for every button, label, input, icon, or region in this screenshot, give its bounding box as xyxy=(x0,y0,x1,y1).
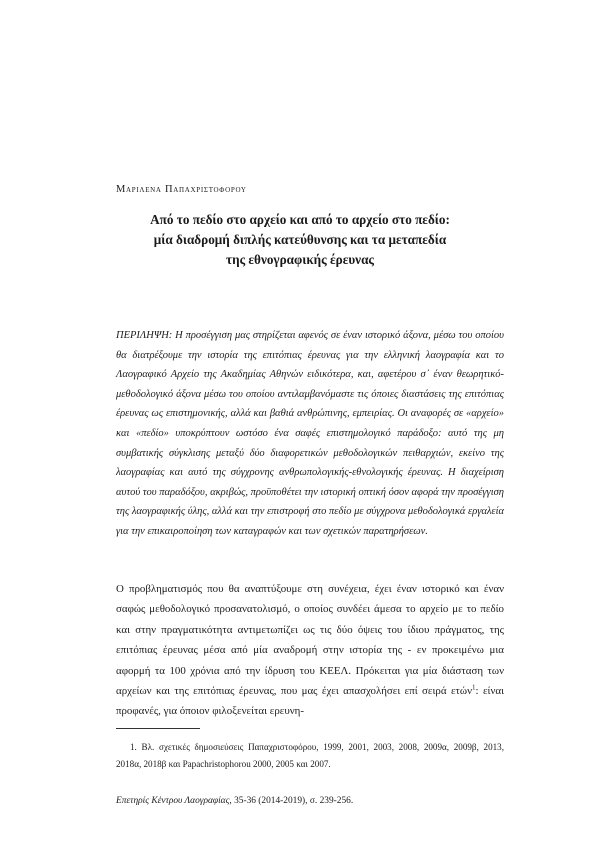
footnote-separator xyxy=(116,728,200,729)
abstract xyxy=(116,326,504,542)
journal-details: , 35-36 (2014-2019), σ. 239-256. xyxy=(229,796,354,806)
abstract-text: ΠΕΡΙΛΗΨΗ: Η προσέγγιση μας στηρίζεται αφενός σε έναν ιστορικό άξονα, μέσω του οποίου θα διατρέξουμε την ιστορία της επιτόπιας έρευνας για την ελληνική λαογραφία και το Λαογραφικό Αρχείο της Ακαδημίας Αθηνών ειδικότερα, και, αφετέρου σ᾽ έναν θεωρητικό-μεθοδολογικό άξονα μέσω του οποίου αντιλαμβανόμαστε τις όποιες διαστάσεις της επιτόπιας έρευνας ως επιστημονικής, αλλά και βαθιά ανθρώπινης, εμπειρίας. Οι αναφορές σε «αρχείο» και «πεδίο» υποκρύπτουν ωστόσο ένα σαφές επιστημολογικό παράδοξο: αυτό της μη συμβατικής σύγκλισης μεταξύ δύο διαφορετικών μεθοδολογικών πειθαρχιών, εκείνο της λαογραφίας και αυτό της σύγχρονης ανθρωπολογικής-εθνολογικής έρευνας. Η διαχείριση αυτού του παραδόξου, ακριβώς, προϋποθέτει την ιστορική οπτική όσον αφορά την προσέγγιση της λαογραφικής ύλης, αλλά και την επιστροφή στο πεδίο με σύγχρονα μεθοδολογικά εργαλεία για την επικαιροποίηση των καταγραφών και των σχετικών παρατηρήσεων. xyxy=(116,330,504,537)
footnote-reference[interactable]: 1 xyxy=(472,683,476,692)
body-paragraph-tail: : είναι προφανές, για όποιον φιλοξενείται ερευνη- xyxy=(116,685,505,718)
journal-name: Επετηρίς Κέντρου Λαογραφίας xyxy=(116,796,230,806)
article-title xyxy=(100,210,500,270)
body-text xyxy=(116,579,504,722)
footnote-text: 1. Βλ. σχετικές δημοσιεύσεις Παπαχριστοφόρου, 1999, 2001, 2003, 2008, 2009α, 2009β, 2013, 2018α, 2018β και Papachristophorou 2000, 2005 και 2007. xyxy=(116,742,504,769)
body-paragraph-text: Ο προβληματισμός που θα αναπτύξουμε στη συνέχεια, έχει έναν ιστορικό και έναν σαφώς μεθοδολογικό προσανατολισμό, ο οποίος συνδέει άμεσα το αρχείο με το πεδίο και στην πραγματικότητα αντιμετωπίζει ως τις δύο όψεις του ίδιου πράγματος, της επιτόπιας έρευνας μέσα από μία αναδρομή στην ιστορία της - εν προκειμένω μια αφορμή τα 100 χρόνια από την ίδρυση του ΚΕΕΛ. Πρόκειται για μία διάσταση των αρχείων και της επιτόπιας έρευνας, που μας έχει απασχολήσει επί σειρά ετών xyxy=(116,583,504,698)
body-paragraph xyxy=(116,579,504,722)
footnote xyxy=(116,739,504,773)
title-line: της εθνογραφικής έρευνας xyxy=(226,252,374,267)
author-name: Μαριλενα Παπαχριστοφορου xyxy=(116,184,247,195)
title-line: μία διαδρομή διπλής κατεύθυνσης και τα μεταπεδία xyxy=(153,232,447,247)
journal-citation xyxy=(116,796,504,806)
title-line: Από το πεδίο στο αρχείο και από το αρχείο στο πεδίο: xyxy=(150,212,450,227)
